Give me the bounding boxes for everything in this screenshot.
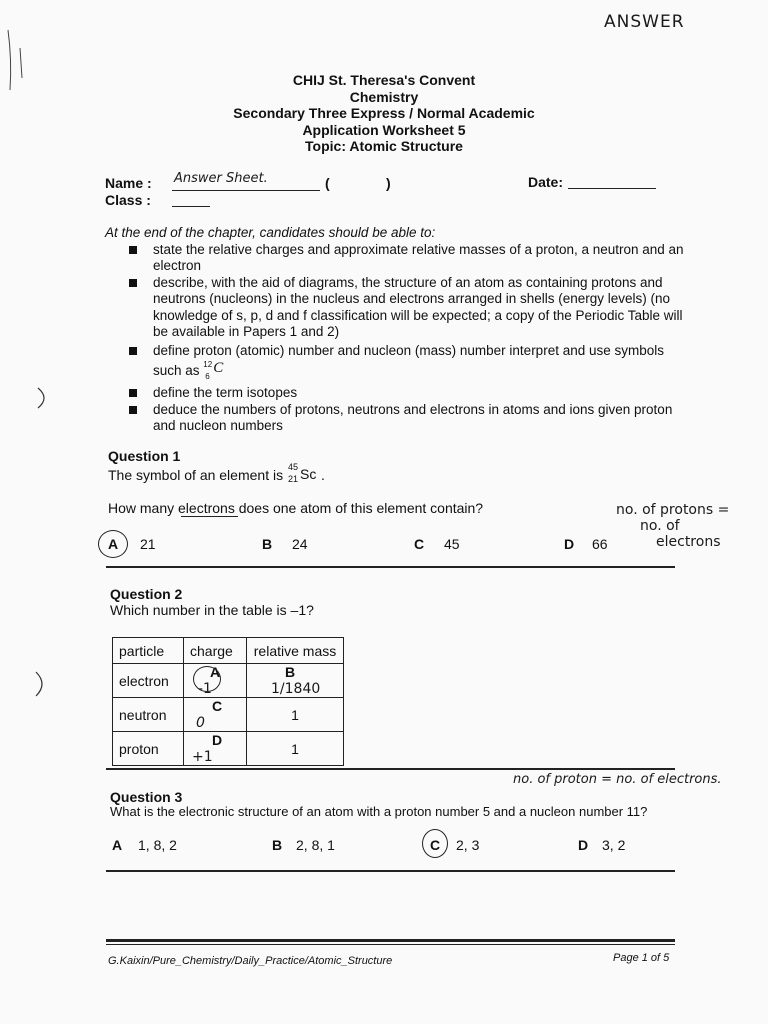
answer-stamp: ANSWER xyxy=(604,12,685,32)
bullet-icon xyxy=(129,389,137,397)
bullet-icon xyxy=(129,406,137,414)
objective-item: deduce the numbers of protons, neutrons and electrons in atoms and ions given proton and nucleon numbers xyxy=(105,402,685,435)
charge-option-c[interactable]: C xyxy=(212,698,223,714)
q1-option-b[interactable]: B 24 xyxy=(262,536,308,552)
q3-option-c[interactable]: C 2, 3 xyxy=(430,837,480,853)
question-1-text: How many electrons does one atom of this element contain? xyxy=(108,500,484,516)
divider xyxy=(106,566,675,568)
q1-option-d[interactable]: D 66 xyxy=(564,536,608,552)
q1-option-c[interactable]: C 45 xyxy=(414,536,460,552)
table-header: relative mass xyxy=(247,638,344,664)
q3-option-d[interactable]: D 3, 2 xyxy=(578,837,626,853)
class-label: Class : xyxy=(105,192,151,208)
footer-rule xyxy=(106,939,675,942)
bullet-icon xyxy=(129,246,137,254)
electrons-underline xyxy=(181,516,238,517)
name-value: Answer Sheet. xyxy=(174,171,268,186)
subject: Chemistry xyxy=(349,88,419,105)
mass-option-b[interactable]: B xyxy=(285,664,296,680)
footer-path: G.Kaixin/Pure_Chemistry/Daily_Practice/Atomic_Structure xyxy=(108,955,393,967)
question-2-text: Which number in the table is –1? xyxy=(110,602,314,618)
objective-item: state the relative charges and approximate relative masses of a proton, a neutron and an electron xyxy=(105,242,685,275)
charge-option-d[interactable]: D xyxy=(212,732,223,748)
q1-handwritten-note: no. of protons = no. of electrons xyxy=(616,502,730,550)
nuclide-symbol: 12 6 C xyxy=(203,360,224,381)
nuclide-symbol: 45 21 Sc xyxy=(287,462,317,484)
bullet-icon xyxy=(129,347,137,355)
answer-circle xyxy=(193,666,221,692)
worksheet-title: Application Worksheet 5 xyxy=(302,121,466,138)
q1-option-a[interactable]: A 21 xyxy=(108,536,156,552)
table-row: proton D +1 1 xyxy=(113,732,344,766)
topic: Topic: Atomic Structure xyxy=(305,138,463,154)
objective-item: define proton (atomic) number and nucleon (mass) number interpret and use symbols such as 12 6 C xyxy=(105,343,685,382)
objective-item: define the term isotopes xyxy=(105,385,685,402)
page-number: Page 1 of 5 xyxy=(613,952,670,964)
table-header: charge xyxy=(184,638,247,664)
learning-objectives xyxy=(105,225,685,435)
table-row: neutron C 0 1 xyxy=(113,698,344,732)
paren-open: ( xyxy=(325,175,330,191)
charge-note: +1 xyxy=(192,749,213,765)
objective-item: describe, with the aid of diagrams, the structure of an atom as containing protons and neutrons (nucleons) in the nucleus and electrons arranged in shells (energy levels) (no knowledge of s, p, d and f classification will be expected; a copy of the Periodic Table will be available in Papers 1 and 2) xyxy=(105,275,685,341)
question-3-title: Question 3 xyxy=(110,789,183,805)
q2-handwritten-note: no. of proton = no. of electrons. xyxy=(513,772,722,787)
charge-note: -1 xyxy=(198,681,212,697)
name-field[interactable] xyxy=(172,171,320,191)
question-1-stem: The symbol of an element is 45 21 Sc . xyxy=(108,462,325,484)
mass-note: 1/1840 xyxy=(271,681,321,697)
q3-option-a[interactable]: A 1, 8, 2 xyxy=(112,837,177,853)
question-3-text: What is the electronic structure of an atom with a proton number 5 and a nucleon number 11? xyxy=(110,804,648,819)
class-field[interactable] xyxy=(172,192,210,207)
bullet-icon xyxy=(129,279,137,287)
divider xyxy=(106,870,675,872)
date-field[interactable] xyxy=(568,174,656,189)
objectives-intro: At the end of the chapter, candidates should be able to: xyxy=(105,225,436,240)
paren-close: ) xyxy=(386,175,391,191)
table-row: electron A -1 B 1/1840 xyxy=(113,664,344,698)
question-2-title: Question 2 xyxy=(110,586,183,602)
school-name: CHIJ St. Theresa's Convent xyxy=(292,72,476,88)
date-label: Date: xyxy=(528,174,564,190)
charge-note: 0 xyxy=(196,715,205,731)
table-header-row xyxy=(113,638,344,664)
worksheet-header xyxy=(0,72,768,155)
footer-rule xyxy=(106,944,675,945)
question-1-title: Question 1 xyxy=(108,448,181,464)
level: Secondary Three Express / Normal Academic xyxy=(233,105,535,121)
particle-table xyxy=(112,637,344,766)
table-header: particle xyxy=(113,638,184,664)
name-label: Name : xyxy=(105,175,152,191)
q3-option-b[interactable]: B 2, 8, 1 xyxy=(272,837,335,853)
charge-option-a[interactable]: A xyxy=(210,664,221,680)
divider xyxy=(106,768,675,770)
